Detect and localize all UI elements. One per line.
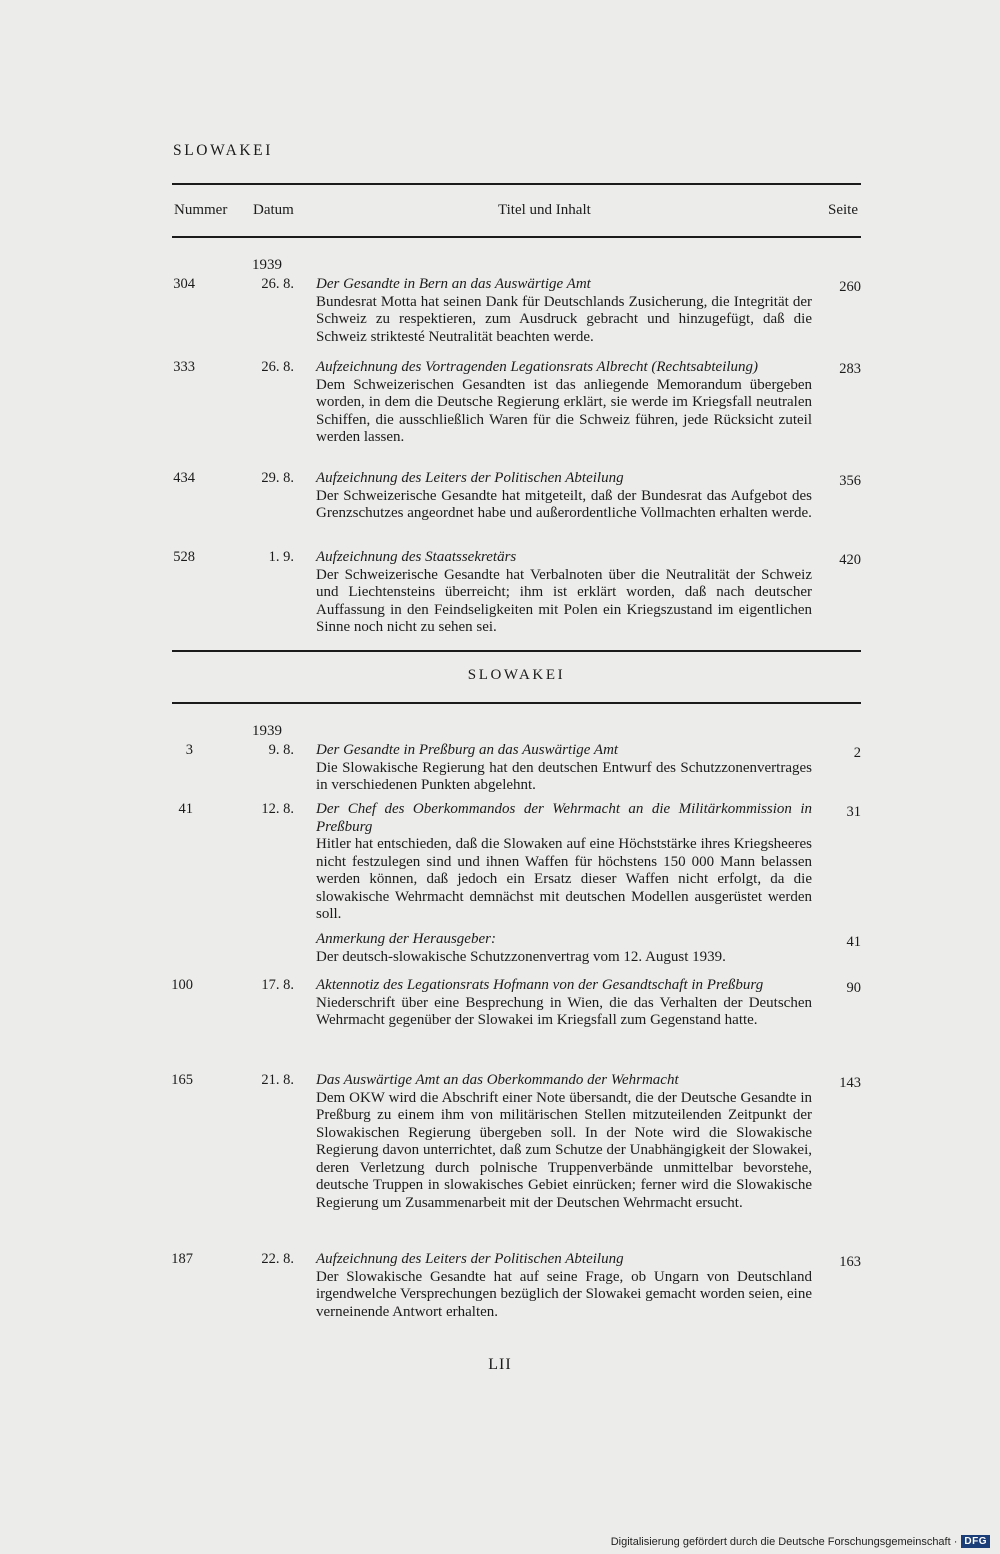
column-head-nummer: Nummer — [174, 202, 228, 218]
entry-summary: Der deutsch-slowakische Schutzzonenvertrag vom 12. August 1939. — [316, 948, 726, 965]
entry-page: 41 — [846, 934, 861, 950]
header-rule — [172, 236, 861, 238]
entry-number: 100 — [171, 977, 193, 993]
entry-title: Aufzeichnung des Leiters der Politischen Abteilung — [316, 1251, 624, 1267]
entry-number: 187 — [171, 1251, 193, 1267]
entry-number: 165 — [171, 1072, 193, 1088]
entry-page: 163 — [839, 1254, 861, 1270]
entry-page: 260 — [839, 279, 861, 295]
entry-title: Das Auswärtige Amt an das Oberkommando der Wehrmacht — [316, 1072, 679, 1088]
footer-text: Digitalisierung gefördert durch die Deutsche Forschungsgemeinschaft · — [610, 1535, 958, 1548]
entry-date: 26. 8. — [261, 276, 294, 292]
entry-title: Aktennotiz des Legationsrats Hofmann von der Gesandtschaft in Preßburg — [316, 977, 764, 993]
dfg-logo: DFG — [961, 1535, 990, 1548]
entry-number: 304 — [173, 276, 195, 292]
entry-date: 29. 8. — [261, 470, 294, 486]
entry-summary: Niederschrift über eine Besprechung in Wien, die das Verhalten der Deutschen Wehrmacht gegenüber der Slowakei im Kriegsfall zum Gegenstand hatte. — [316, 994, 812, 1029]
entry-page: 31 — [846, 804, 861, 820]
entry-body — [316, 977, 812, 1030]
entry-page: 356 — [839, 473, 861, 489]
entry-summary: Hitler hat entschieden, daß die Slowaken auf eine Höchststärke ihres Kriegsheeres nicht festzulegen sind und ihnen Waffen für höchstens 150 000 Mann belassen werden können, daß jedoch ein Ersatz dieser Waffen nicht erfolgt, da die slowakische Wehrmacht demnächst mit deutschen Modellen ausgerüstet werden soll. — [316, 836, 812, 923]
entry-summary: Bundesrat Motta hat seinen Dank für Deutschlands Zusicherung, die Integrität der Schweiz zu respektieren, zum Ausdruck gebracht und hinzugefügt, daß die Schweiz striktesté Neutralität beachten werde. — [316, 293, 812, 345]
entry-title: Der Gesandte in Preßburg an das Auswärtige Amt — [316, 742, 619, 758]
entry-number: 528 — [173, 549, 195, 565]
entry-body — [316, 359, 812, 447]
entry-date: 1. 9. — [268, 549, 294, 565]
section-rule — [172, 702, 861, 704]
entry-page: 420 — [839, 552, 861, 568]
entry-page: 2 — [853, 745, 861, 761]
entry-summary: Die Slowakische Regierung hat den deutschen Entwurf des Schutzzonenvertrages in verschiedenen Punkten abgelehnt. — [316, 759, 812, 794]
entry-date: 26. 8. — [261, 359, 294, 375]
entry-summary: Dem OKW wird die Abschrift einer Note übersandt, die der Deutsche Gesandte in Preßburg zu einem ihm von militärischen Stellen mitzuteilenden Zeitpunkt der Slowakischen Regierung übergeben soll. In der Note wird die Slowakische Regierung davon unterrichtet, daß zum Schutze der Unabhängigkeit der Slowakei, deren Verletzung durch polnische Truppenverbände unmittelbar bevorstehe, deutsche Truppen in slowakisches Gebiet einrücken; ferner wird die Slowakische Regierung um Zusammenarbeit mit der Deutschen Wehrmacht ersucht. — [316, 1089, 812, 1212]
entry-summary: Dem Schweizerischen Gesandten ist das anliegende Memorandum übergeben worden, in dem die Deutsche Regierung erklärt, sie werde im Kriegsfall neutralen Schiffen, die ausschließlich Waren für die Schweiz führen, jede Rücksicht zuteil werden lassen. — [316, 376, 812, 446]
section-rule — [172, 650, 861, 652]
entry-number: 3 — [185, 742, 193, 758]
entry-summary: Der Schweizerische Gesandte hat Verbalnoten über die Neutralität der Schweiz und Liechtensteins überreicht; ihm ist erklärt worden, daß nach deutscher Auffassung in den Feindseligkeiten mit Polen ein Kriegszustand im eigentlichen Sinne noch nicht zu sehen sei. — [316, 566, 812, 636]
entry-body — [316, 742, 812, 795]
entry-body — [316, 276, 812, 346]
entry-date: 22. 8. — [261, 1251, 294, 1267]
entry-body — [316, 1072, 812, 1213]
entry-summary: Der Schweizerische Gesandte hat mitgeteilt, daß der Bundesrat das Aufgebot des Grenzschutzes angeordnet habe und außerordentliche Vollmachten erhalten werde. — [316, 487, 812, 522]
entry-title: Aufzeichnung des Staatssekretärs — [316, 549, 517, 565]
section-title: SLOWAKEI — [467, 667, 566, 683]
page-number: LII — [488, 1356, 512, 1373]
entry-body — [316, 470, 812, 523]
digitization-footer — [611, 1535, 990, 1548]
entry-title: Der Gesandte in Bern an das Auswärtige Amt — [316, 276, 591, 292]
entry-date: 9. 8. — [268, 742, 294, 758]
year-label: 1939 — [252, 723, 282, 739]
entry-title: Aufzeichnung des Leiters der Politischen Abteilung — [316, 470, 624, 486]
entry-summary: Der Slowakische Gesandte hat auf seine Frage, ob Ungarn von Deutschland irgendwelche Versprechungen bezüglich der Slowakei gemacht worden seien, eine verneinende Antwort erhalten. — [316, 1268, 812, 1320]
entry-body — [316, 931, 812, 966]
entry-number: 41 — [178, 801, 193, 817]
entry-body — [316, 549, 812, 637]
top-rule — [172, 183, 861, 185]
entry-title: Der Chef des Oberkommandos der Wehrmacht an die Militärkommission in Preßburg — [316, 801, 812, 835]
entry-date: 12. 8. — [261, 801, 294, 817]
running-head: SLOWAKEI — [173, 142, 274, 159]
entry-title: Aufzeichnung des Vortragenden Legationsrats Albrecht (Rechtsabteilung) — [316, 359, 759, 375]
entry-number: 333 — [173, 359, 195, 375]
entry-title: Anmerkung der Herausgeber: — [316, 931, 496, 947]
entry-number: 434 — [173, 470, 195, 486]
entry-body — [316, 801, 812, 924]
column-head-datum: Datum — [253, 202, 294, 218]
entry-page: 283 — [839, 361, 861, 377]
entry-page: 143 — [839, 1075, 861, 1091]
entry-date: 21. 8. — [261, 1072, 294, 1088]
column-head-seite: Seite — [828, 202, 858, 218]
entry-body — [316, 1251, 812, 1321]
year-label: 1939 — [252, 257, 282, 273]
entry-page: 90 — [846, 980, 861, 996]
column-head-titel: Titel und Inhalt — [498, 202, 591, 218]
entry-date: 17. 8. — [261, 977, 294, 993]
